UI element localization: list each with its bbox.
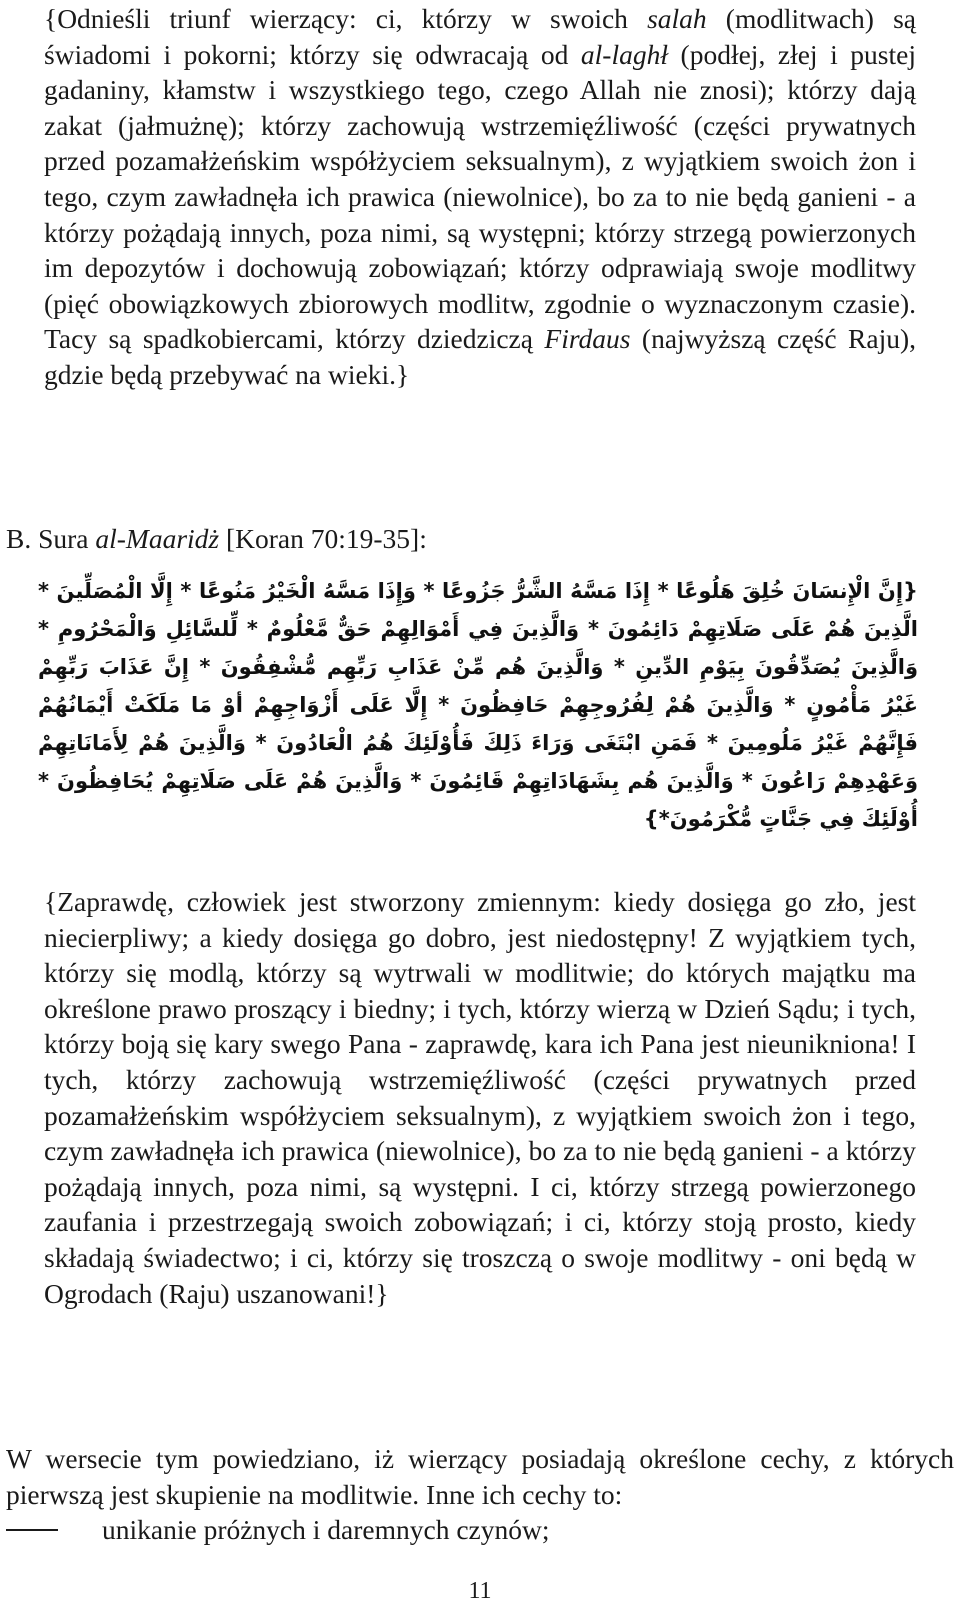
term-firdaus: Firdaus	[544, 323, 631, 355]
quote-text: (najwyższą część Raju), gdzie będą przebywać na wieki.}	[44, 323, 916, 390]
quran-translation-quote-1	[44, 1, 916, 393]
quote-text: (modlitwach) są świadomi i pokorni; którzy się odwracają od	[44, 3, 916, 70]
arabic-verse-block: {إِنَّ الْإِنسَانَ خُلِقَ هَلُوعًا * إِذَا مَسَّهُ الشَّرُّ جَزُوعًا * وَإِذَا مَسَّهُ الْخَيْرُ مَنُوعًا * إِلَّا الْمُصَلِّينَ * الَّذِينَ هُمْ عَلَى صَلَاتِهِمْ دَائِمُونَ * وَالَّذِينَ فِي أَمْوَالِهِمْ حَقٌّ مَّعْلُومٌ * لِّلسَّائِلِ وَالْمَحْرُومِ * وَالَّذِينَ يُصَدِّقُونَ بِيَوْمِ الدِّينِ * وَالَّذِينَ هُم مِّنْ عَذَابِ رَبِّهِم مُّشْفِقُونَ * إِنَّ عَذَابَ رَبِّهِمْ غَيْرُ مَأْمُونٍ * وَالَّذِينَ هُمْ لِفُرُوجِهِمْ حَافِظُونَ * إِلَّا عَلَى أَزْوَاجِهِمْ أوْ مَا مَلَكَتْ أَيْمَانُهُمْ فَإِنَّهُمْ غَيْرُ مَلُومِينَ * فَمَنِ ابْتَغَى وَرَاءَ ذَلِكَ فَأُوْلَئِكَ هُمُ الْعَادُونَ * وَالَّذِينَ هُمْ لِأَمَانَاتِهِمْ وَعَهْدِهِمْ رَاعُونَ * وَالَّذِينَ هُم بِشَهَادَاتِهِمْ قَائِمُونَ * وَالَّذِينَ هُمْ عَلَى صَلَاتِهِمْ يُحَافِظُونَ * أُوْلَئِكَ فِي جَنَّاتٍ مُّكْرَمُونَ*}	[38, 579, 918, 831]
list-item	[6, 1512, 954, 1548]
section-heading	[6, 521, 427, 556]
term-al-laghl: al-laghł	[580, 38, 668, 70]
quote-text: {Odnieśli triunf wierzący: ci, którzy w swoich	[44, 3, 648, 34]
page-number: 11	[468, 1578, 492, 1604]
quote-text: (podłej, złej i pustej gadaniny, kłamstw i wszystkiego tego, czego Allah nie znosi); którzy dają zakat (jałmużnę); którzy zachowują wstrzemięźliwość (części prywatnych przed pozamałżeńskim współżyciem seksualnym), z wyjątkiem swoich żon i tego, czym zawładnęła ich prawica (niewolnice), bo za to nie będą ganieni - a którzy pożądają innych, poza nimi, są występni; którzy strzegą powierzonych im depozytów i dochowują zobowiązań; którzy odprawiają swoje modlitwy (pięć obowiązkowych zbiorowych modlitw, zgodnie o wyznaczonym czasie). Tacy są spadkobiercami, którzy dziedziczą	[44, 38, 916, 355]
term-salah: salah	[647, 3, 707, 34]
heading-suffix: [Koran 70:19-35]:	[219, 523, 427, 554]
list-item-text: unikanie próżnych i daremnych czynów;	[102, 1514, 550, 1545]
heading-prefix: B. Sura	[6, 523, 96, 554]
quran-translation-quote-2: {Zaprawdę, człowiek jest stworzony zmiennym: kiedy dosięga go zło, jest niecierpliwy; a kiedy dosięga go dobro, jest niedostępny! Z wyjątkiem tych, którzy się modlą, którzy są wytrwali w modlitwie; do których majątku ma określone prawo proszący i biedny; i tych, którzy wierzą w Dzień Sądu; i tych, którzy boją się kary swego Pana - zaprawdę, kara ich Pana jest nieunikniona! I tych, którzy zachowują wstrzemięźliwość (części prywatnych przed pozamałżeńskim współżyciem seksualnym), z wyjątkiem swoich żon i tego, czym zawładnęła ich prawica (niewolnice), bo za to nie będą ganieni - a którzy pożądają innych, poza nimi, są występni. I ci, którzy strzegą powierzonego zaufania i przestrzegają swoich zobowiązań; i ci, którzy stoją prosto, kiedy składają świadectwo; i ci, którzy się troszczą o swoje modlitwy - oni będą w Ogrodach (Raju) uszanowani!}	[44, 886, 916, 1309]
traits-list	[6, 1512, 954, 1548]
body-paragraph: W wersecie tym powiedziano, iż wierzący posiadają określone cechy, z których pierwszą jest skupienie na modlitwie. Inne ich cechy to:	[6, 1443, 954, 1510]
dash-bullet-icon	[6, 1529, 58, 1531]
sura-name: al-Maaridż	[95, 523, 220, 554]
